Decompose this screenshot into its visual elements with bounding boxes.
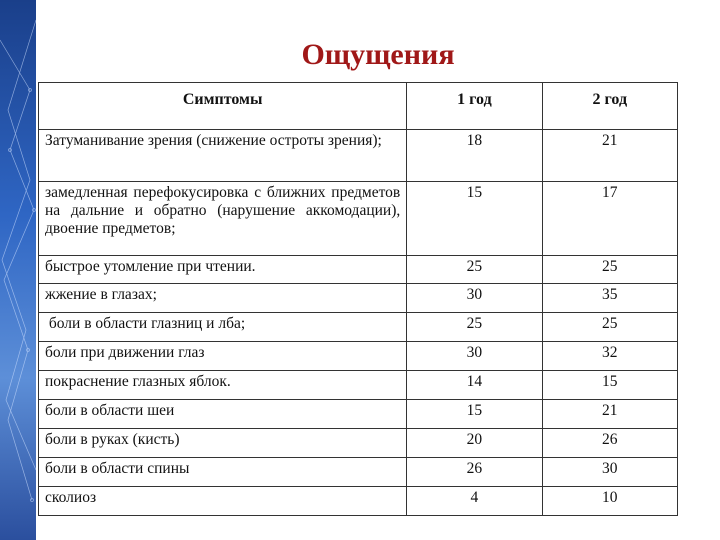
symptoms-table: [38, 82, 678, 516]
symptom-cell: покраснение глазных яблок.: [39, 371, 407, 400]
table-row: [39, 256, 678, 284]
page-title: Ощущения: [301, 38, 455, 71]
table-row: [39, 130, 678, 182]
year1-cell: 4: [407, 487, 542, 516]
year2-cell: 17: [542, 182, 677, 256]
table-header-row: [39, 83, 678, 130]
year2-cell: 10: [542, 487, 677, 516]
symptom-cell: быстрое утомление при чтении.: [39, 256, 407, 284]
symptom-cell: боли при движении глаз: [39, 342, 407, 371]
symptom-cell: жжение в глазах;: [39, 284, 407, 313]
year2-cell: 32: [542, 342, 677, 371]
year1-cell: 30: [407, 342, 542, 371]
header-year-2: 2 год: [542, 83, 677, 130]
symptom-cell: сколиоз: [39, 487, 407, 516]
year1-cell: 18: [407, 130, 542, 182]
year2-cell: 35: [542, 284, 677, 313]
year2-cell: 25: [542, 313, 677, 342]
year2-cell: 25: [542, 256, 677, 284]
year2-cell: 21: [542, 130, 677, 182]
symptom-cell: боли в области глазниц и лба;: [39, 313, 407, 342]
table-row: [39, 400, 678, 429]
year1-cell: 25: [407, 256, 542, 284]
network-lines-icon: [0, 0, 36, 540]
table-row: [39, 487, 678, 516]
table-row: [39, 458, 678, 487]
table-row: [39, 429, 678, 458]
year1-cell: 20: [407, 429, 542, 458]
symptom-cell: Затуманивание зрения (снижение остроты зрения);: [39, 130, 407, 182]
header-symptoms: Симптомы: [39, 83, 407, 130]
table-row: [39, 371, 678, 400]
year1-cell: 15: [407, 400, 542, 429]
year1-cell: 26: [407, 458, 542, 487]
decorative-side-band: [0, 0, 36, 540]
table-row: [39, 342, 678, 371]
year2-cell: 21: [542, 400, 677, 429]
table-row: [39, 284, 678, 313]
symptom-cell: боли в руках (кисть): [39, 429, 407, 458]
year1-cell: 25: [407, 313, 542, 342]
table-row: [39, 313, 678, 342]
symptom-cell: боли в области шеи: [39, 400, 407, 429]
year2-cell: 26: [542, 429, 677, 458]
year1-cell: 14: [407, 371, 542, 400]
year2-cell: 15: [542, 371, 677, 400]
year1-cell: 15: [407, 182, 542, 256]
year1-cell: 30: [407, 284, 542, 313]
year2-cell: 30: [542, 458, 677, 487]
table-row: [39, 182, 678, 256]
header-year-1: 1 год: [407, 83, 542, 130]
symptom-cell: замедленная перефокусировка с ближних предметов на дальние и обратно (нарушение аккомодации), двоение предметов;: [39, 182, 407, 256]
symptom-cell: боли в области спины: [39, 458, 407, 487]
